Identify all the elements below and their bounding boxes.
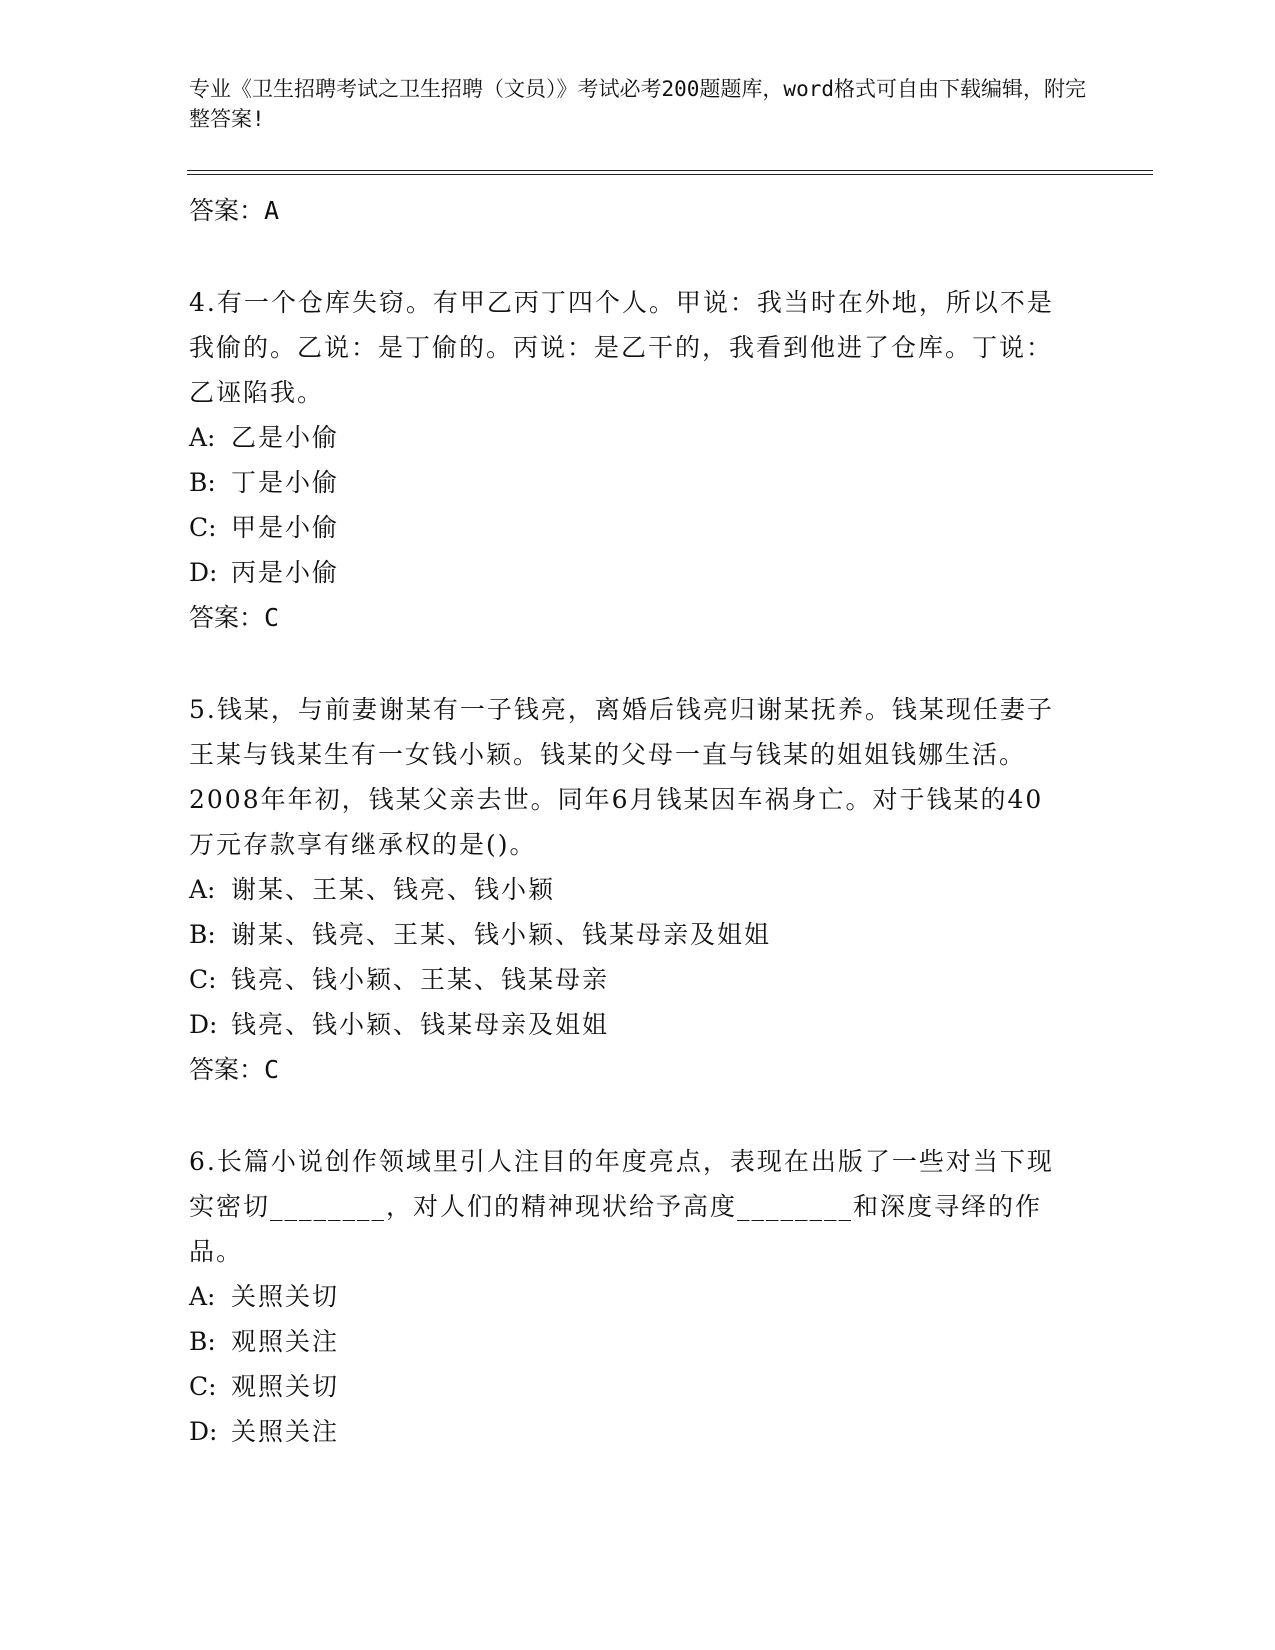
option-letter: D: bbox=[189, 558, 218, 587]
option-text: 钱亮、钱小颖、王某、钱某母亲 bbox=[231, 965, 610, 994]
option-text: 谢某、钱亮、王某、钱小颖、钱某母亲及姐姐 bbox=[231, 920, 772, 949]
option-letter: C: bbox=[189, 1372, 217, 1401]
answer-line: 答案：A bbox=[189, 196, 280, 225]
option-d bbox=[189, 550, 1069, 595]
option-letter: D: bbox=[189, 1010, 218, 1039]
option-letter: D: bbox=[189, 1417, 218, 1446]
option-b bbox=[189, 1319, 1069, 1364]
option-a bbox=[189, 1274, 1069, 1319]
option-text: 甲是小偷 bbox=[231, 513, 340, 542]
question-4 bbox=[189, 280, 1069, 640]
option-b bbox=[189, 912, 1069, 957]
question-text: 4.有一个仓库失窃。有甲乙丙丁四个人。甲说：我当时在外地，所以不是我偷的。乙说：是丁偷的。丙说：是乙干的，我看到他进了仓库。丁说：乙诬陷我。 bbox=[189, 288, 1054, 407]
option-letter: C: bbox=[189, 965, 217, 994]
question-text: 5.钱某，与前妻谢某有一子钱亮，离婚后钱亮归谢某抚养。钱某现任妻子王某与钱某生有一女钱小颖。钱某的父母一直与钱某的姐姐钱娜生活。2008年年初，钱某父亲去世。同年6月钱某因车祸身亡。对于钱某的40万元存款享有继承权的是()。 bbox=[189, 695, 1054, 859]
option-letter: B: bbox=[189, 1327, 216, 1356]
option-text: 乙是小偷 bbox=[231, 423, 340, 452]
option-letter: B: bbox=[189, 468, 216, 497]
option-text: 观照关切 bbox=[231, 1372, 340, 1401]
question-text: 6.长篇小说创作领域里引人注目的年度亮点，表现在出版了一些对当下现实密切________，对人们的精神现状给予高度________和深度寻绎的作品。 bbox=[189, 1147, 1054, 1266]
option-c bbox=[189, 957, 1069, 1002]
answer-line: 答案：C bbox=[189, 603, 280, 632]
option-d bbox=[189, 1409, 1069, 1454]
option-c bbox=[189, 505, 1069, 550]
option-text: 丁是小偷 bbox=[231, 468, 340, 497]
option-c bbox=[189, 1364, 1069, 1409]
header-rule-top bbox=[187, 170, 1153, 171]
option-letter: A: bbox=[189, 875, 216, 904]
option-text: 观照关注 bbox=[231, 1327, 340, 1356]
option-text: 谢某、王某、钱亮、钱小颖 bbox=[231, 875, 556, 904]
option-letter: A: bbox=[189, 1282, 216, 1311]
option-d bbox=[189, 1002, 1069, 1047]
option-a bbox=[189, 867, 1069, 912]
option-letter: B: bbox=[189, 920, 216, 949]
option-letter: A: bbox=[189, 423, 216, 452]
option-text: 关照关切 bbox=[231, 1282, 340, 1311]
option-text: 丙是小偷 bbox=[231, 558, 340, 587]
option-text: 钱亮、钱小颖、钱某母亲及姐姐 bbox=[231, 1010, 610, 1039]
option-a bbox=[189, 415, 1069, 460]
question-5 bbox=[189, 687, 1069, 1092]
answer-line: 答案：C bbox=[189, 1055, 280, 1084]
option-text: 关照关注 bbox=[231, 1417, 340, 1446]
option-letter: C: bbox=[189, 513, 217, 542]
question-6 bbox=[189, 1139, 1069, 1454]
header-title: 专业《卫生招聘考试之卫生招聘（文员）》考试必考200题题库，word格式可自由下载编辑，附完整答案! bbox=[189, 77, 1086, 131]
page-header bbox=[189, 74, 1089, 134]
header-rule-bottom bbox=[187, 174, 1153, 175]
content-area bbox=[189, 188, 1069, 1454]
option-b bbox=[189, 460, 1069, 505]
